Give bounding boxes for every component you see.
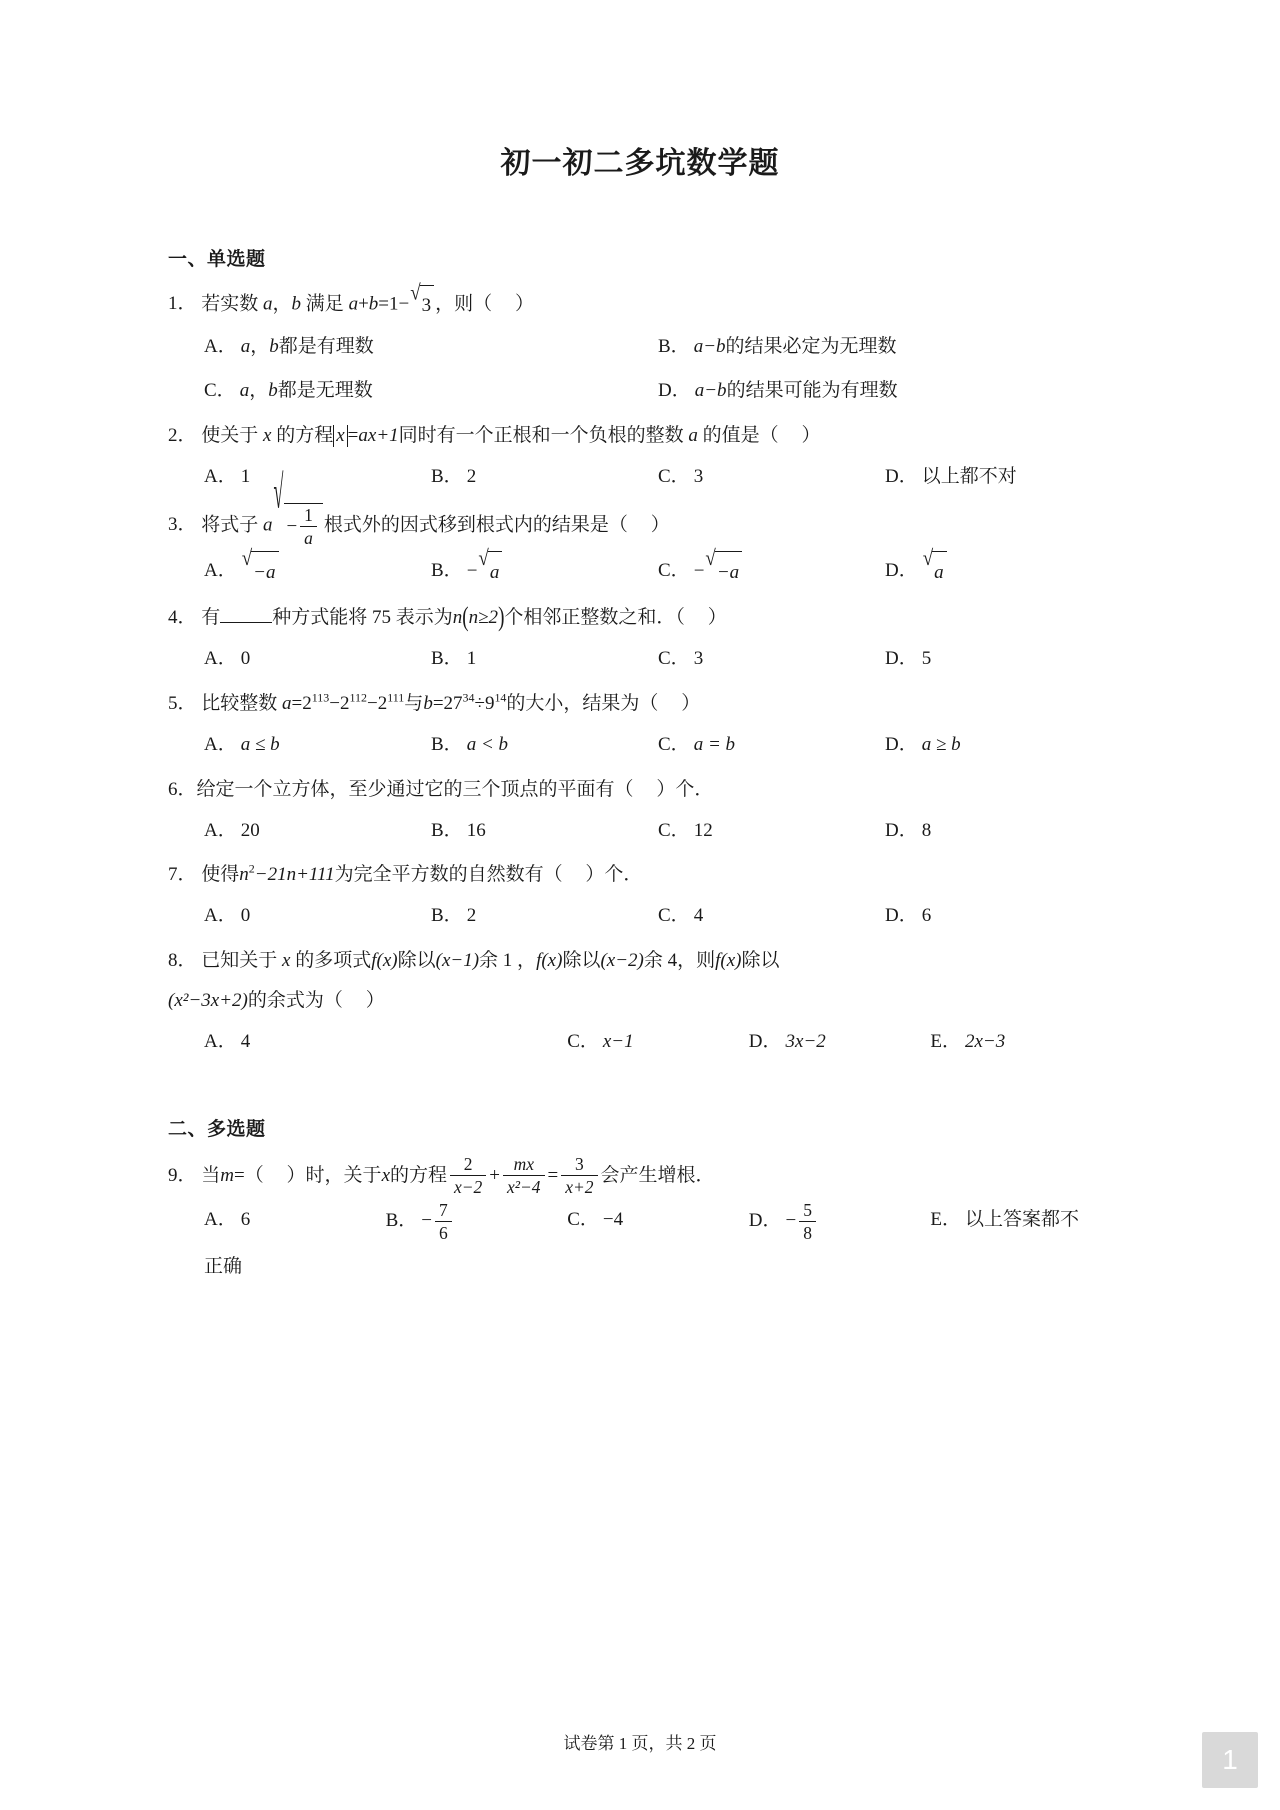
- q3-optC-label: C．: [658, 560, 690, 582]
- q1-optC-var-a: a: [239, 379, 250, 401]
- q8-optC-label: C．: [567, 1031, 599, 1053]
- q9-fraction-2: [503, 1154, 545, 1197]
- question-8-options: [168, 1022, 1112, 1062]
- q8-var-x: x: [282, 950, 291, 972]
- q6-text-1: 给定一个立方体，至少通过它的三个顶点的平面有（: [196, 778, 634, 800]
- question-2-option-C[interactable]: [658, 457, 885, 497]
- section-heading-multiple-choice: 二、多选题: [168, 1119, 266, 1141]
- q5-text-1: 比较整数: [201, 692, 278, 714]
- question-6-number: 6．: [168, 778, 197, 800]
- q1-eq-sign: =: [378, 293, 389, 315]
- question-9-option-E-continuation: 正确: [204, 1255, 243, 1277]
- q2-optC-text: 3: [693, 465, 704, 487]
- question-1-option-D[interactable]: [658, 371, 1112, 411]
- q5-a-term1-exp: 113: [311, 690, 330, 705]
- question-1-options-row-1: [168, 327, 1112, 367]
- q4-optA-text: 0: [240, 647, 251, 669]
- q2-optA-label: A．: [204, 465, 237, 487]
- q2-optC-label: C．: [658, 465, 690, 487]
- question-8-number: 8．: [168, 950, 197, 972]
- q9-optB-denominator: 6: [435, 1221, 452, 1243]
- q2-var-x: x: [263, 424, 272, 446]
- q9-plus: +: [489, 1165, 501, 1187]
- q8-function-1: f(x): [371, 950, 398, 972]
- q5-optC-label: C．: [658, 733, 690, 755]
- question-7-number: 7．: [168, 864, 197, 886]
- q9-text-3: ）时，关于: [286, 1165, 382, 1187]
- q1-optB-expr: a−b: [693, 336, 726, 357]
- q3-frac-denominator: a: [300, 526, 317, 548]
- q5-b-term2-exp: 14: [494, 690, 507, 705]
- q9-optD-numerator: 5: [803, 1199, 812, 1220]
- q8-line2-text-2: ）: [365, 990, 385, 1012]
- q5-eq-1: =: [291, 692, 303, 714]
- q1-var-b: b: [291, 293, 302, 315]
- q2-optB-text: 2: [466, 465, 477, 487]
- question-5-option-D[interactable]: [885, 725, 1112, 765]
- q5-text-4: ）: [681, 692, 701, 714]
- q2-abs-x: x: [333, 425, 347, 447]
- q1-eq-b: b: [368, 293, 379, 315]
- q4-text-4: ）: [707, 606, 727, 628]
- page-number-badge: 1: [1202, 1732, 1258, 1788]
- q5-optB-label: B．: [431, 733, 463, 755]
- q9-optB-label: B．: [385, 1210, 418, 1232]
- q2-optD-label: D．: [885, 465, 918, 487]
- question-6-option-D[interactable]: [885, 811, 1112, 851]
- q2-var-a: a: [688, 424, 698, 446]
- q3-sqrt-radicand: [284, 503, 322, 549]
- q8-line2-text: 的余式为（: [247, 990, 343, 1012]
- q3-text-2: 根式外的因式移到根式内的结果是（: [323, 514, 628, 536]
- q1-optD-label: D．: [658, 379, 691, 401]
- q9-optB-sign: −: [421, 1210, 432, 1232]
- q8-quadratic-divisor: (x²−3x+2): [168, 990, 248, 1012]
- question-4-option-C[interactable]: [658, 639, 885, 679]
- q7-optC-text: 4: [693, 905, 704, 927]
- q9-var-x: x: [381, 1165, 390, 1187]
- question-7-option-C[interactable]: [658, 896, 885, 936]
- q8-text-6: 余 4，则: [643, 950, 716, 972]
- question-8: [168, 942, 1112, 1062]
- q1-text-c: ，则（: [435, 293, 493, 315]
- q9-frac1-denominator: x−2: [450, 1175, 486, 1197]
- q9-optB-fraction: [435, 1200, 452, 1243]
- q7-text-2: 为完全平方数的自然数有（: [334, 864, 563, 886]
- q3-frac-numerator: 1: [304, 504, 313, 525]
- q1-eq-a: a: [348, 293, 359, 315]
- q9-fraction-3: [561, 1154, 597, 1197]
- question-2: [168, 417, 1112, 497]
- q8-divisor-2: (x−2): [600, 950, 644, 972]
- q4-optB-label: B．: [431, 647, 463, 669]
- q8-text-3: 除以: [397, 950, 436, 972]
- q6-optC-label: C．: [658, 819, 690, 841]
- question-8-stem-line-2: [168, 982, 1112, 1020]
- q5-b-term2-base: 9: [484, 692, 495, 714]
- q8-function-3: f(x): [715, 950, 742, 972]
- q9-optE-label: E．: [930, 1209, 961, 1231]
- question-1-option-B[interactable]: [658, 327, 1112, 367]
- q3-optC-radicand: −a: [715, 551, 742, 593]
- question-1-option-A[interactable]: [204, 327, 658, 367]
- question-3-option-D[interactable]: [885, 546, 1112, 593]
- q5-a-term3-exp: 111: [387, 690, 405, 705]
- q7-optA-text: 0: [240, 905, 251, 927]
- q6-optB-label: B．: [431, 819, 463, 841]
- q2-text-3: 同时有一个正根和一个负根的整数: [398, 424, 684, 446]
- q4-optD-text: 5: [921, 647, 932, 669]
- q9-optD-denominator: 8: [799, 1221, 816, 1243]
- q2-text-1: 使关于: [201, 424, 259, 446]
- q5-optC-expr: a = b: [693, 733, 736, 755]
- q5-a-minus-1: −: [329, 692, 340, 714]
- q5-a-term2-base: 2: [339, 692, 350, 714]
- question-7: [168, 856, 1112, 936]
- question-3-options: [168, 546, 1112, 593]
- q9-optD-sign: −: [785, 1210, 797, 1232]
- question-7-option-B[interactable]: [431, 896, 658, 936]
- q8-text-4: 余 1 ，: [479, 950, 537, 972]
- q8-optD-label: D．: [748, 1031, 782, 1053]
- question-6-option-B[interactable]: [431, 811, 658, 851]
- q7-text-1: 使得: [201, 864, 240, 886]
- q4-text-1: 有: [201, 606, 221, 628]
- q1-eq-one: 1: [389, 293, 399, 315]
- question-1-stem: [168, 280, 1112, 325]
- q8-text-5: 除以: [562, 950, 601, 972]
- q5-optA-label: A．: [204, 733, 237, 755]
- q3-optA-label: A．: [204, 560, 237, 582]
- q9-frac3-denominator: x+2: [561, 1175, 597, 1197]
- q8-text-7: 除以: [741, 950, 780, 972]
- q1-eq-minus: −: [398, 293, 410, 315]
- question-9-option-B[interactable]: [386, 1200, 568, 1243]
- question-5-option-B[interactable]: [431, 725, 658, 765]
- q2-rhs: ax+1: [358, 424, 399, 446]
- question-9-number: 9．: [168, 1165, 197, 1187]
- q9-optA-label: A．: [204, 1209, 237, 1231]
- q5-b-term1-base: 27: [443, 692, 463, 714]
- question-8-option-C[interactable]: [567, 1022, 749, 1062]
- q9-var-m: m: [220, 1165, 235, 1187]
- q3-optB-sqrt: √ a: [478, 551, 502, 593]
- section-heading-single-choice: 一、单选题: [168, 249, 266, 270]
- question-6: [168, 771, 1112, 851]
- question-5: [168, 685, 1112, 765]
- q9-equals: =: [547, 1165, 559, 1187]
- q3-optB-radicand: a: [488, 551, 503, 593]
- question-8-option-B-blank[interactable]: [386, 1022, 568, 1062]
- q7-text-3: ）个．: [585, 864, 643, 886]
- q1-text-a: 若实数: [201, 293, 259, 315]
- q5-var-a: a: [282, 692, 292, 714]
- question-1-option-C[interactable]: [204, 371, 658, 411]
- question-5-option-A[interactable]: [204, 725, 431, 765]
- q7-optD-text: 6: [921, 905, 932, 927]
- question-4: [168, 599, 1112, 679]
- q9-frac2-denominator: x²−4: [503, 1175, 545, 1197]
- question-8-option-A[interactable]: [204, 1022, 386, 1062]
- question-7-option-D[interactable]: [885, 896, 1112, 936]
- q6-optD-text: 8: [921, 819, 932, 841]
- document-body: [0, 244, 1280, 1286]
- q6-optC-text: 12: [693, 819, 713, 841]
- question-6-option-C[interactable]: [658, 811, 885, 851]
- q8-optC-text: x−1: [602, 1031, 634, 1053]
- q8-optA-label: A．: [204, 1031, 237, 1053]
- q4-optB-text: 1: [466, 647, 477, 669]
- q4-condition: n≥2: [468, 606, 499, 628]
- q7-optD-label: D．: [885, 905, 918, 927]
- question-4-stem: [168, 599, 1112, 637]
- q4-optA-label: A．: [204, 647, 237, 669]
- q5-eq-2: =: [432, 692, 444, 714]
- question-3-option-C[interactable]: [658, 546, 885, 593]
- q8-optE-text: 2x−3: [964, 1031, 1006, 1053]
- q3-optD-sqrt: √ a: [923, 551, 947, 593]
- q4-text-2: 种方式能将 75 表示为: [272, 606, 453, 628]
- q5-a-term3-base: 2: [377, 692, 388, 714]
- q1-optA-text: 都是有理数: [278, 336, 374, 357]
- question-7-option-A[interactable]: [204, 896, 431, 936]
- q9-text-4: 的方程: [390, 1165, 448, 1187]
- q5-optD-label: D．: [885, 733, 918, 755]
- q3-text-3: ）: [650, 514, 670, 536]
- q1-optC-label: C．: [204, 379, 236, 401]
- q3-var-a: a: [263, 514, 273, 536]
- q7-optC-label: C．: [658, 905, 690, 927]
- q8-text-1: 已知关于: [201, 950, 278, 972]
- q4-optD-label: D．: [885, 647, 918, 669]
- q5-optD-expr: a ≥ b: [921, 733, 961, 755]
- q7-optB-text: 2: [466, 905, 477, 927]
- q2-eq: =: [347, 424, 359, 446]
- q1-sqrt-three: √ 3: [410, 285, 434, 325]
- q4-optC-text: 3: [693, 647, 704, 669]
- question-9-option-A[interactable]: [204, 1200, 386, 1243]
- question-6-stem: [168, 771, 1112, 809]
- question-3-number: 3．: [168, 514, 197, 536]
- q1-optA-comma: ，: [250, 336, 270, 357]
- q5-text-2: 与: [404, 692, 424, 714]
- question-2-option-A[interactable]: [204, 457, 431, 497]
- q9-text-1: 当: [201, 1165, 221, 1187]
- q2-optB-label: B．: [431, 465, 463, 487]
- q3-optC-sign: −: [693, 560, 705, 582]
- question-4-option-A[interactable]: [204, 639, 431, 679]
- q6-optD-label: D．: [885, 819, 918, 841]
- question-5-options: [168, 725, 1112, 765]
- q3-text-1: 将式子: [201, 514, 259, 536]
- q7-optA-label: A．: [204, 905, 237, 927]
- q4-paren-close: ): [498, 601, 505, 633]
- q6-text-2: ）个．: [656, 778, 714, 800]
- q5-b-term1-exp: 34: [462, 690, 475, 705]
- q4-paren-open: (: [462, 601, 469, 633]
- q7-exponent: 2: [248, 862, 255, 877]
- page-footer: 试卷第 1 页，共 2 页: [563, 1734, 717, 1753]
- q4-optC-label: C．: [658, 647, 690, 669]
- q9-optD-label: D．: [748, 1210, 782, 1232]
- question-1: [168, 280, 1112, 411]
- q1-optC-comma: ，: [249, 379, 269, 401]
- question-4-option-D[interactable]: [885, 639, 1112, 679]
- question-6-options: [168, 811, 1112, 851]
- q1-optC-text: 都是无理数: [277, 379, 373, 401]
- q9-frac3-numerator: 3: [575, 1154, 584, 1175]
- q8-optE-label: E．: [930, 1031, 961, 1053]
- q3-optA-sqrt: √ −a: [242, 551, 279, 593]
- q2-text-4: 的值是（: [702, 424, 779, 446]
- question-7-options: [168, 896, 1112, 936]
- question-9-options: [168, 1200, 1112, 1243]
- q9-optA-text: 6: [240, 1209, 251, 1231]
- q1-comma: ，: [272, 293, 292, 315]
- question-3-option-B[interactable]: [431, 546, 658, 593]
- question-5-option-C[interactable]: [658, 725, 885, 765]
- q3-optB-label: B．: [431, 560, 463, 582]
- q1-optC-var-b: b: [268, 379, 278, 401]
- question-5-number: 5．: [168, 692, 197, 714]
- question-4-options: [168, 639, 1112, 679]
- q5-a-term1-base: 2: [302, 692, 312, 714]
- q3-optB-sign: −: [466, 560, 478, 582]
- q3-sqrt-expression: √ − $\frac{1}{a}$: [274, 503, 323, 549]
- q8-divisor-1: (x−1): [435, 950, 480, 972]
- q7-var-n: n: [239, 864, 249, 886]
- q6-optA-label: A．: [204, 819, 237, 841]
- q1-eq-plus: +: [358, 293, 369, 315]
- q4-text-3: 个相邻正整数之和．（: [504, 606, 685, 628]
- q9-optC-label: C．: [567, 1209, 599, 1231]
- q1-optD-expr: a−b: [694, 379, 727, 401]
- question-7-stem: [168, 856, 1112, 894]
- q9-frac2-numerator: mx: [513, 1154, 534, 1175]
- q3-optD-label: D．: [885, 560, 918, 582]
- q6-optB-text: 16: [466, 819, 486, 841]
- question-1-options-row-2: [168, 371, 1112, 411]
- q3-optD-radicand: a: [932, 551, 947, 593]
- q9-fraction-1: [450, 1154, 486, 1197]
- q5-optB-expr: a < b: [466, 733, 509, 755]
- q9-optC-text: −4: [602, 1209, 624, 1231]
- q5-a-minus-2: −: [367, 692, 378, 714]
- q9-optB-numerator: 7: [439, 1199, 448, 1220]
- question-2-number: 2．: [168, 424, 197, 446]
- question-9-option-C[interactable]: [567, 1200, 749, 1243]
- question-9-option-E[interactable]: [930, 1200, 1112, 1243]
- q1-var-a: a: [263, 293, 273, 315]
- q5-a-term2-exp: 112: [349, 690, 367, 705]
- q7-expr-rest: −21n+111: [254, 864, 335, 886]
- q3-fraction: [300, 505, 317, 548]
- q8-text-2: 的多项式: [295, 950, 372, 972]
- q1-optB-label: B．: [658, 336, 690, 357]
- q1-sqrt-radicand: 3: [420, 285, 435, 325]
- question-4-number: 4．: [168, 606, 197, 628]
- question-2-option-B[interactable]: [431, 457, 658, 497]
- q5-var-b: b: [423, 692, 433, 714]
- question-8-option-D[interactable]: [749, 1022, 931, 1062]
- question-8-stem: [168, 942, 1112, 980]
- question-2-options: [168, 457, 1112, 497]
- q3-optA-radicand: −a: [251, 551, 278, 593]
- q2-optA-text: 1: [240, 465, 251, 487]
- q9-optD-fraction: [799, 1200, 816, 1243]
- q9-text-5: 会产生增根．: [600, 1165, 715, 1187]
- question-1-number: 1．: [168, 293, 197, 315]
- question-3-option-A[interactable]: [204, 546, 431, 593]
- question-9-option-D[interactable]: [749, 1200, 931, 1243]
- q8-optD-text: 3x−2: [785, 1031, 826, 1053]
- question-6-option-A[interactable]: [204, 811, 431, 851]
- q6-optA-text: 20: [240, 819, 260, 841]
- q8-function-2: f(x): [536, 950, 563, 972]
- q8-optA-text: 4: [240, 1031, 251, 1053]
- q3-rad-minus: −: [286, 515, 298, 537]
- q1-text-b: 满足: [305, 293, 344, 315]
- q1-optA-var-b: b: [269, 336, 279, 357]
- question-2-stem: [168, 417, 1112, 455]
- q5-b-divide: ÷: [474, 692, 485, 714]
- q9-frac1-numerator: 2: [463, 1154, 473, 1175]
- q2-optD-text: 以上都不对: [921, 465, 1017, 487]
- q1-optD-text: 的结果可能为有理数: [726, 379, 898, 401]
- q5-optA-expr: a ≤ b: [240, 733, 280, 755]
- q1-text-d: ）: [514, 293, 534, 315]
- question-2-option-D[interactable]: [885, 457, 1112, 497]
- q2-text-5: ）: [801, 424, 821, 446]
- q7-optB-label: B．: [431, 905, 463, 927]
- q1-optA-label: A．: [204, 336, 237, 357]
- q9-text-2: =（: [234, 1165, 264, 1187]
- question-8-option-E[interactable]: [930, 1022, 1112, 1062]
- page-title: 初一初二多坑数学题: [500, 147, 780, 180]
- q1-optA-var-a: a: [240, 336, 251, 357]
- question-9-stem: [168, 1155, 1112, 1198]
- q4-blank-field[interactable]: [220, 604, 272, 623]
- question-5-stem: [168, 685, 1112, 723]
- q1-optB-text: 的结果必定为无理数: [725, 336, 897, 357]
- q3-optC-sqrt: √ −a: [705, 551, 742, 593]
- q5-text-3: 的大小，结果为（: [506, 692, 659, 714]
- q2-text-2: 的方程: [276, 424, 334, 446]
- question-9: [168, 1155, 1112, 1285]
- q9-optE-text: 以上答案都不: [964, 1209, 1079, 1231]
- q4-var-n: n: [452, 606, 463, 628]
